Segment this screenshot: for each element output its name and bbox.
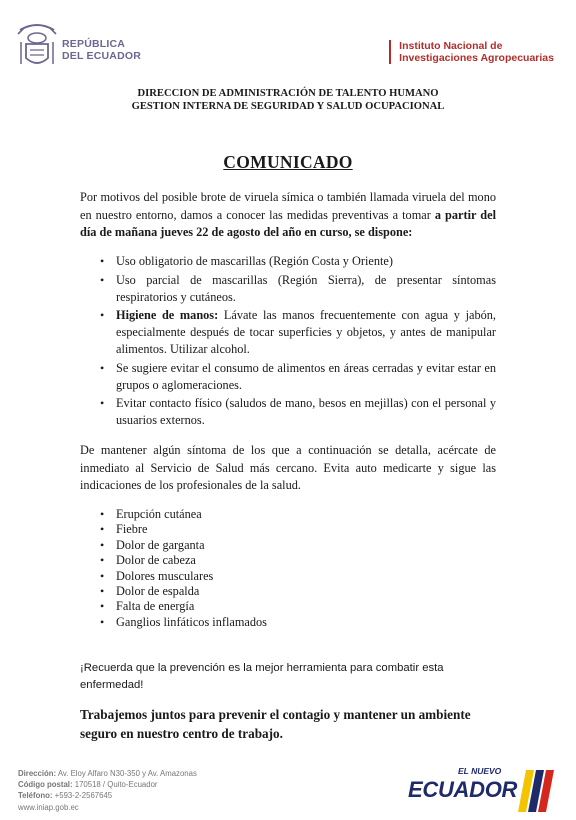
list-item: • Higiene de manos: Lávate las manos frecuentemente con agua y jabón, especialmente después de tocar superficies y objetos, y antes de manipular alimentos. Utilizar alcohol. <box>80 307 496 357</box>
iniap-line-2: Investigaciones Agropecuarias <box>399 52 554 64</box>
logo-line-2: DEL ECUADOR <box>62 50 142 62</box>
flag-stripes-icon <box>516 770 556 812</box>
brand-small-text: EL NUEVO <box>458 766 502 776</box>
intro-paragraph <box>80 189 496 242</box>
list-item: • Falta de energía <box>80 599 380 614</box>
measures-list <box>80 253 496 431</box>
document-title: COMUNICADO <box>223 152 353 172</box>
list-item: • Uso obligatorio de mascarillas (Región Costa y Oriente) <box>80 253 496 270</box>
list-item: • Evitar contacto físico (saludos de mano, besos en mejillas) con el personal y usuarios externos. <box>80 395 496 429</box>
intro-bold-text: a partir del día de mañana jueves 22 de agosto del año en curso, se dispone: <box>80 207 496 239</box>
closing-statement: Trabajemos juntos para prevenir el contagio y mantener un ambiente seguro en nuestro centro de trabajo. <box>80 707 471 741</box>
unit-heading: GESTION INTERNA DE SEGURIDAD Y SALUD OCUPACIONAL <box>131 101 445 112</box>
footer-postal: Código postal: 170518 / Quito-Ecuador <box>18 780 158 790</box>
iniap-logo <box>399 40 554 64</box>
footer-phone: Teléfono: +593-2-2567645 <box>18 791 113 801</box>
footer-address: Dirección: Av. Eloy Alfaro N30-350 y Av. Amazonas <box>18 769 197 778</box>
footer-website: www.iniap.gob.ec <box>18 802 79 812</box>
list-item: • Ganglios linfáticos inflamados <box>80 615 380 630</box>
list-item: • Se sugiere evitar el consumo de alimentos en áreas cerradas y evitar estar en grupos o aglomeraciones. <box>80 360 496 394</box>
republica-del-ecuador-logo <box>16 20 156 72</box>
iniap-line-1: Instituto Nacional de <box>399 40 503 52</box>
list-item: • Dolores musculares <box>80 569 380 584</box>
el-nuevo-ecuador-logo <box>408 764 560 814</box>
reminder-text: ¡Recuerda que la prevención es la mejor herramienta para combatir esta enfermedad! <box>80 662 444 691</box>
symptoms-paragraph: De mantener algún síntoma de los que a continuación se detalla, acércate de inmediato al Servicio de Salud más cercano. Evita auto medicarte y sigue las indicaciones de los profesionales de la salud. <box>80 443 496 492</box>
list-item: • Dolor de espalda <box>80 584 380 599</box>
brand-big-text: ECUADOR <box>408 777 518 802</box>
department-heading: DIRECCION DE ADMINISTRACIÓN DE TALENTO HUMANO <box>137 88 439 99</box>
footer-contact <box>18 768 238 813</box>
list-item: • Dolor de cabeza <box>80 553 380 568</box>
list-item: • Uso parcial de mascarillas (Región Sierra), de presentar síntomas respiratorios y cutáneos. <box>80 272 496 306</box>
list-item: • Erupción cutánea <box>80 507 380 522</box>
symptoms-list <box>80 507 380 630</box>
logo-line-1: REPÚBLICA <box>62 38 126 50</box>
list-item: • Dolor de garganta <box>80 538 380 553</box>
logo-divider <box>389 40 391 64</box>
letterhead <box>0 0 576 80</box>
coat-of-arms-icon <box>16 20 58 72</box>
list-item: • Fiebre <box>80 522 380 537</box>
intro-text: Por motivos del posible brote de viruela símica o también llamada viruela del mono en nuestro entorno, damos a conocer las medidas preventivas a tomar <box>80 190 496 222</box>
